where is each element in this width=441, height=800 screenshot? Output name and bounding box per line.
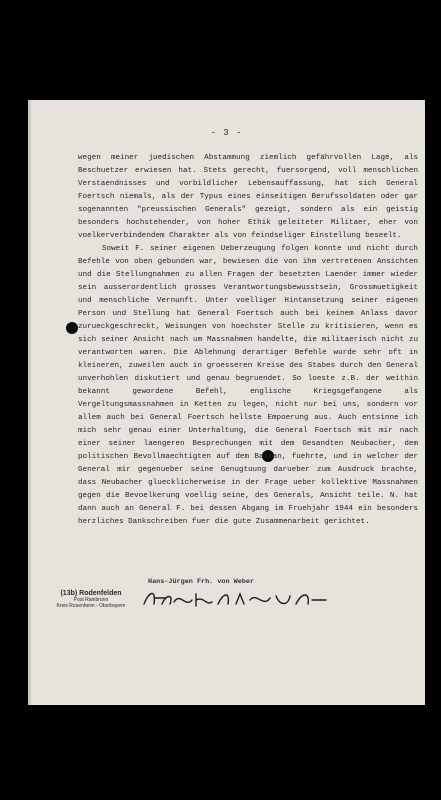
stamp-line-2: Post Rainbrunn [73, 597, 109, 603]
signatory-name: Hans-Jürgen Frh. von Weber [148, 578, 255, 586]
stamp-line-1: (13b) Rodenfelden [60, 590, 122, 597]
handwritten-signature [140, 586, 330, 610]
paragraph-1: wegen meiner juedischen Abstammung ziemlich gefährvollen Lage, als Beschuetzer erwiesen hat. Stets gerecht, fuersorgend, voll menschlichen Verstaendnisses und vorbildlicher Lebensauffassung, hat sich General Foertsch niemals, als der Typus eines einseitigen Berufssoldaten oder gar sogenannten "preussischen Generals" gezeigt, sondern als ein geistig besonders hochstehender, von hoher Ethik geleiteter Militaer, eher von voelkerverbindendem Charakter als von feindseliger Einstellung beseelt. [78, 154, 418, 240]
page-edge-shadow [28, 100, 31, 705]
page-number: - 3 - [210, 128, 243, 138]
document-body [78, 152, 418, 529]
document-page [28, 100, 425, 705]
address-stamp [46, 590, 136, 609]
stamp-line-3: Kreis Rosenheim - Oberbayern [56, 603, 126, 609]
punch-hole-top [66, 322, 78, 334]
paragraph-2: Soweit F. seiner eigenen Ueberzeugung folgen konnte und nicht durch Befehle von oben gebunden war, bewiesen die von ihm vertretenen Ansichten und die Stellungnahmen zu allen Fragen der besetzten Laender immer wieder sein ausserordentlich grosses Verantwortungsbewusstsein, Grossmuetigkeit und menschliche Vernunft. Unter voelliger Hintansetzung seiner eigenen Person und Stellung hat General Foertsch auch bei keinem Anlass davor zurueckgeschreckt, Weisungen von hoechster Stelle zu kritisieren, wenn es sich seiner Ansicht nach um Massnahmen handelte, die militaerisch nicht zu verantworten waren. Die Ablehnung derartiger Befehle wurde sehr oft in kleineren, zuweilen auch in groesseren Kreise des Stabes durch den General unverhohlen diskutiert und genau begruendet. So loeste z.B. der weithin bekannt gewordene Befehl, englische Kriegsgefangene als Vergeltungsmassnahmen in Ketten zu legen, nicht nur bei uns, sondern vor allem auch bei General Foertsch hellste Empoerung aus. Auch entsinne ich mich sehr genau einer Unterhaltung, die General Foertsch mit mir nach einer seiner laengeren Besprechungen mit dem Gesandten Neubacher, dem politischen Bevollmaechtigten auf dem Balkan, fuehrte, und in welcher der General mir gegenueber seine Genugtuung darueber zum Ausdruck brachte, dass Neubacher gluecklicherweise in der Frage ueber kollektive Massnahmen gegen die Bevoelkerung voellig seine, des Generals, Ansicht teile. N. hat dann auch an General F. bei dessen Abgang im Fruehjahr 1944 ein besonders herzliches Dankschreiben fuer die gute Zusammenarbeit gerichtet. [78, 245, 418, 526]
